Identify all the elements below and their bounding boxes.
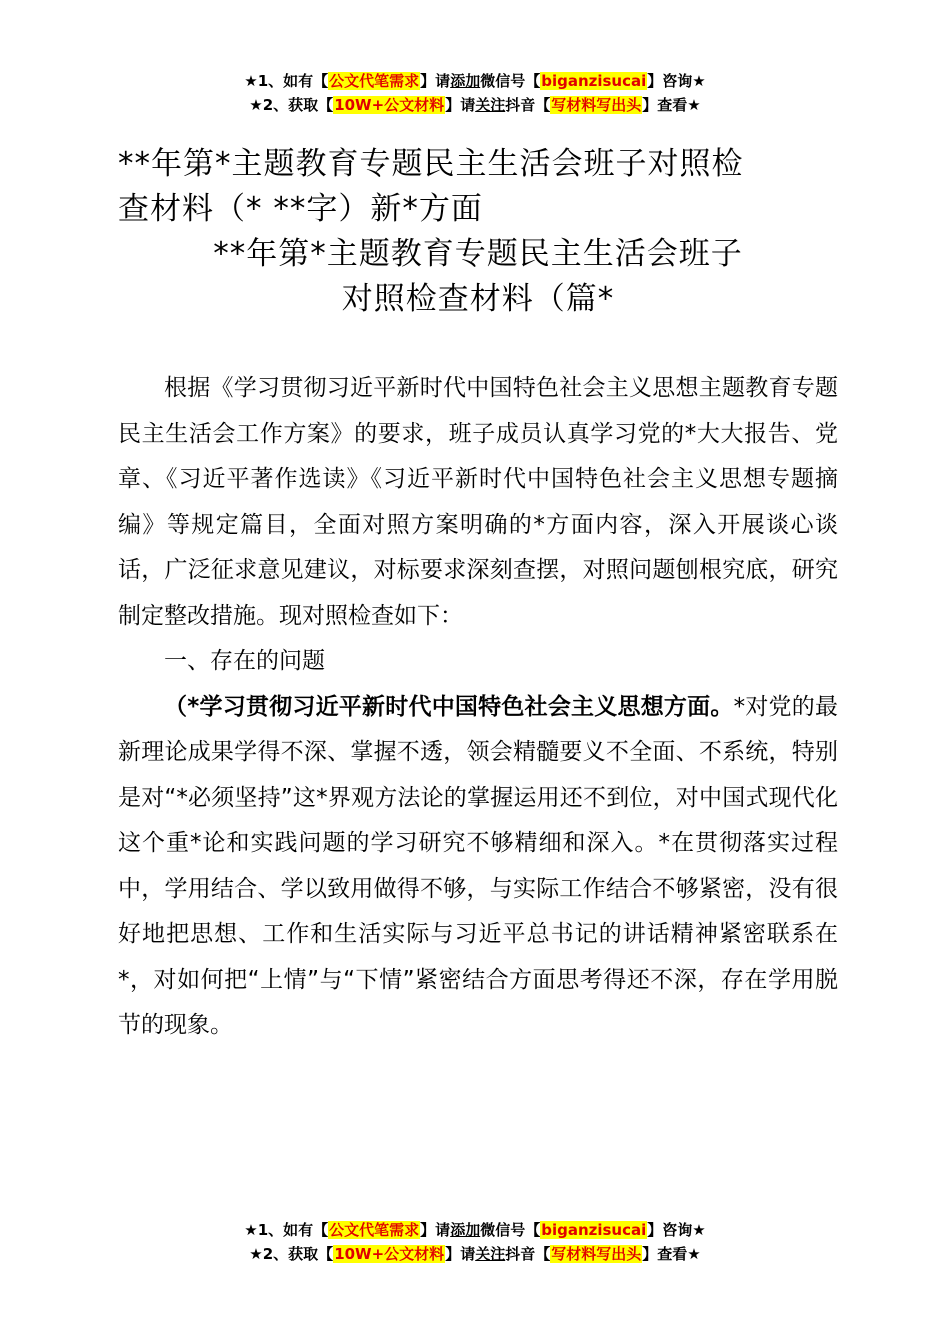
header-ad-line-1 [0,70,950,92]
underlined-follow: 关注 [475,96,506,114]
underlined-add: 添加 [450,1221,481,1239]
highlight-ghostwriting: 公文代笔需求 [329,72,420,90]
header-ad-line-2 [0,94,950,116]
highlight-douyin: 写材料写出头 [551,96,642,114]
paragraph-problem-1 [118,685,838,1049]
title-line-3: **年第*主题教育专题民主生活会班子 [213,236,743,272]
paragraph-problem-1-heading: （*学习贯彻习近平新时代中国特色社会主义思想方面。 [164,693,734,720]
highlight-wechat-id: biganzisucai [541,1221,647,1239]
footer-ad-line-2 [0,1243,950,1265]
ad-text: 】请 [445,1245,476,1263]
star-icon-prefix: ★1、如有【 [244,72,329,90]
title-line-4: 对照检查材料（篇* [341,281,615,317]
title-line-1: **年第*主题教育专题民主生活会班子对照检 [118,146,744,182]
footer-ad-line-1 [0,1219,950,1241]
ad-text: 抖音【 [505,96,551,114]
ad-text: 微信号【 [480,1221,541,1239]
ad-text: 】请 [420,1221,451,1239]
document-body [118,366,838,1049]
highlight-douyin: 写材料写出头 [551,1245,642,1263]
underlined-add: 添加 [450,72,481,90]
paragraph-problem-1-text: *对党的最新理论成果学得不深、掌握不透，领会精髓要义不全面、不系统，特别是对“*必须坚持”这*界观方法论的掌握运用还不到位，对中国式现代化这个重*论和实践问题的学习研究不够精细和深入。*在贯彻落实过程中，学用结合、学以致用做得不够，与实际工作结合不够紧密，没有很好地把思想、工作和生活实际与习近平总书记的讲话精神紧密联系在*，对如何把“上情”与“下情”紧密结合方面思考得还不深，存在学用脱节的现象。 [118,693,839,1038]
document-title [118,142,838,322]
ad-text: ★2、获取【 [249,1245,334,1263]
highlight-materials: 10W+公文材料 [334,96,445,114]
ad-text: 抖音【 [505,1245,551,1263]
ad-text: ★1、如有【 [244,1221,329,1239]
ad-text: 】请 [445,96,476,114]
highlight-materials: 10W+公文材料 [334,1245,445,1263]
ad-text: 】请 [420,72,451,90]
ad-text: ★2、获取【 [249,96,334,114]
paragraph-intro: 根据《学习贯彻习近平新时代中国特色社会主义思想主题教育专题民主生活会工作方案》的要求，班子成员认真学习党的*大大报告、党章、《习近平著作选读》《习近平新时代中国特色社会主义思想专题摘编》等规定篇目，全面对照方案明确的*方面内容，深入开展谈心谈话，广泛征求意见建议，对标要求深刻查摆，对照问题刨根究底，研究制定整改措施。现对照检查如下： [118,375,838,629]
highlight-wechat-id: biganzisucai [541,72,647,90]
ad-text: 】咨询★ [647,1221,706,1239]
section-heading-problems: 一、存在的问题 [164,648,325,674]
ad-text: 】查看★ [642,96,701,114]
ad-text: 】咨询★ [647,72,706,90]
highlight-ghostwriting: 公文代笔需求 [329,1221,420,1239]
title-line-2: 查材料（* **字）新*方面 [118,191,483,227]
underlined-follow: 关注 [475,1245,506,1263]
ad-text: 】查看★ [642,1245,701,1263]
ad-text: 微信号【 [480,72,541,90]
